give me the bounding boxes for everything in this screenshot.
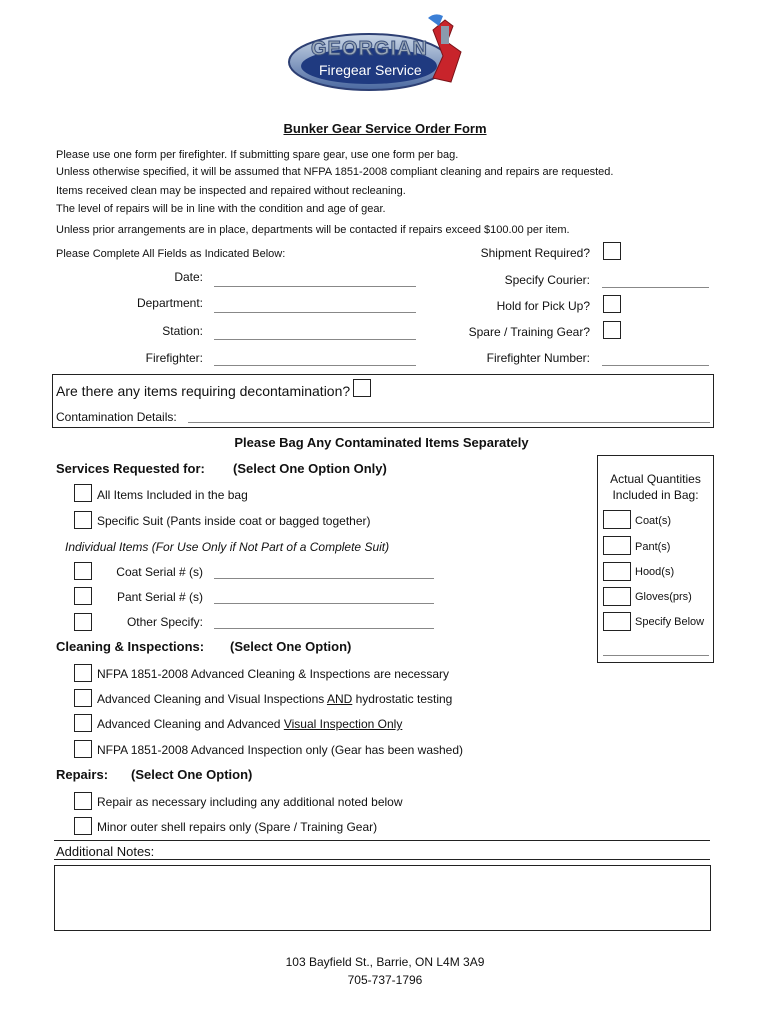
cleaning-opt2-label bbox=[97, 692, 452, 706]
department-label: Department: bbox=[136, 296, 203, 310]
services-heading: Services Requested for: bbox=[56, 461, 205, 476]
pant-qty-box[interactable] bbox=[603, 536, 631, 555]
coat-serial-checkbox[interactable] bbox=[74, 562, 92, 580]
pant-serial-field[interactable] bbox=[214, 603, 434, 604]
spare-training-checkbox[interactable] bbox=[603, 321, 621, 339]
quantities-panel bbox=[597, 455, 714, 663]
notes-rule-top bbox=[54, 840, 710, 841]
cleaning-select-note: (Select One Option) bbox=[230, 639, 352, 654]
cleaning-heading: Cleaning & Inspections: bbox=[56, 639, 205, 654]
contamination-details-field[interactable] bbox=[188, 422, 710, 423]
intro-line-2: Unless otherwise specified, it will be assumed that NFPA 1851-2008 compliant cleaning and repairs are requested. bbox=[56, 166, 614, 178]
department-field[interactable] bbox=[214, 312, 416, 313]
other-specify-label: Other Specify: bbox=[126, 615, 203, 629]
courier-field[interactable] bbox=[602, 287, 709, 288]
all-items-checkbox[interactable] bbox=[74, 484, 92, 502]
firefighter-number-label: Firefighter Number: bbox=[486, 351, 590, 365]
station-field[interactable] bbox=[214, 339, 416, 340]
other-qty-label: Specify Below bbox=[635, 616, 705, 628]
specific-suit-checkbox[interactable] bbox=[74, 511, 92, 529]
coat-qty-label: Coat(s) bbox=[635, 515, 672, 527]
logo-sub-text: Firegear Service bbox=[319, 62, 422, 78]
cleaning-opt4-label: NFPA 1851-2008 Advanced Inspection only (Gear has been washed) bbox=[97, 743, 464, 757]
cleaning-opt2-text-c: hydrostatic testing bbox=[352, 692, 453, 706]
cleaning-opt2-and: AND bbox=[326, 692, 353, 706]
cleaning-opt1-label: NFPA 1851-2008 Advanced Cleaning & Inspections are necessary bbox=[97, 667, 449, 681]
cleaning-opt3-text-a: Advanced Cleaning and Advanced bbox=[97, 717, 284, 731]
station-label: Station: bbox=[162, 324, 203, 338]
other-specify-field[interactable] bbox=[214, 628, 434, 629]
repairs-opt2-label: Minor outer shell repairs only (Spare / Training Gear) bbox=[97, 820, 378, 834]
footer-address: 103 Bayfield St., Barrie, ON L4M 3A9 bbox=[285, 955, 485, 969]
cleaning-opt3-checkbox[interactable] bbox=[74, 714, 92, 732]
hood-qty-box[interactable] bbox=[603, 562, 631, 581]
additional-notes-textarea[interactable] bbox=[54, 865, 711, 931]
quantities-heading-2: Included in Bag: bbox=[612, 488, 699, 502]
firefighter-number-field[interactable] bbox=[602, 365, 709, 366]
coat-serial-label: Coat Serial # (s) bbox=[116, 565, 203, 579]
gloves-qty-box[interactable] bbox=[603, 587, 631, 606]
repairs-opt1-checkbox[interactable] bbox=[74, 792, 92, 810]
instructions-label: Please Complete All Fields as Indicated Below: bbox=[56, 248, 286, 260]
intro-line-5: Unless prior arrangements are in place, departments will be contacted if repairs exceed $100.00 per item. bbox=[56, 224, 570, 236]
cleaning-opt3-visual: Visual Inspection Only bbox=[283, 717, 403, 731]
company-logo bbox=[283, 12, 483, 102]
gloves-qty-label: Gloves(prs) bbox=[635, 591, 692, 603]
cleaning-opt2-checkbox[interactable] bbox=[74, 689, 92, 707]
specify-courier-label: Specify Courier: bbox=[504, 273, 590, 287]
pant-serial-checkbox[interactable] bbox=[74, 587, 92, 605]
bag-notice: Please Bag Any Contaminated Items Separately bbox=[234, 435, 529, 450]
cleaning-opt2-text-a: Advanced Cleaning and Visual Inspections bbox=[97, 692, 327, 706]
cleaning-opt4-checkbox[interactable] bbox=[74, 740, 92, 758]
hood-qty-label: Hood(s) bbox=[635, 566, 675, 578]
firefighter-label: Firefighter: bbox=[145, 351, 203, 365]
coat-qty-box[interactable] bbox=[603, 510, 631, 529]
coat-serial-field[interactable] bbox=[214, 578, 434, 579]
repairs-opt2-checkbox[interactable] bbox=[74, 817, 92, 835]
footer-phone: 705-737-1796 bbox=[347, 973, 423, 987]
intro-line-1: Please use one form per firefighter. If submitting spare gear, use one form per bag. bbox=[56, 149, 459, 161]
firefighter-field[interactable] bbox=[214, 365, 416, 366]
repairs-opt1-label: Repair as necessary including any additional noted below bbox=[97, 795, 403, 809]
decontamination-checkbox[interactable] bbox=[353, 379, 371, 397]
other-specify-checkbox[interactable] bbox=[74, 613, 92, 631]
intro-line-3: Items received clean may be inspected and repaired without recleaning. bbox=[56, 185, 406, 197]
pant-qty-label: Pant(s) bbox=[635, 541, 671, 553]
shipment-required-label: Shipment Required? bbox=[480, 246, 590, 260]
additional-notes-label: Additional Notes: bbox=[56, 844, 155, 859]
form-title: Bunker Gear Service Order Form bbox=[283, 121, 487, 136]
other-qty-box[interactable] bbox=[603, 612, 631, 631]
repairs-heading: Repairs: bbox=[56, 767, 109, 782]
contamination-details-label: Contamination Details: bbox=[56, 410, 177, 424]
cleaning-opt3-label bbox=[97, 717, 402, 731]
logo-brand-text: GEORGIAN bbox=[311, 38, 428, 60]
individual-items-note: Individual Items (For Use Only if Not Part of a Complete Suit) bbox=[65, 540, 390, 554]
date-label: Date: bbox=[174, 270, 203, 284]
specific-suit-label: Specific Suit (Pants inside coat or bagged together) bbox=[97, 514, 371, 528]
services-select-note: (Select One Option Only) bbox=[233, 461, 387, 476]
cleaning-opt1-checkbox[interactable] bbox=[74, 664, 92, 682]
repairs-select-note: (Select One Option) bbox=[131, 767, 253, 782]
quantities-heading-1: Actual Quantities bbox=[610, 472, 701, 486]
hold-pickup-checkbox[interactable] bbox=[603, 295, 621, 313]
shipment-required-checkbox[interactable] bbox=[603, 242, 621, 260]
pant-serial-label: Pant Serial # (s) bbox=[116, 590, 203, 604]
spare-training-label: Spare / Training Gear? bbox=[468, 325, 590, 339]
all-items-label: All Items Included in the bag bbox=[97, 488, 248, 502]
hold-pickup-label: Hold for Pick Up? bbox=[496, 299, 590, 313]
intro-line-4: The level of repairs will be in line with the condition and age of gear. bbox=[56, 203, 386, 215]
other-qty-field[interactable] bbox=[603, 655, 709, 656]
notes-rule-bottom bbox=[54, 859, 710, 860]
decontamination-question: Are there any items requiring decontamination? bbox=[56, 383, 351, 399]
date-field[interactable] bbox=[214, 286, 416, 287]
